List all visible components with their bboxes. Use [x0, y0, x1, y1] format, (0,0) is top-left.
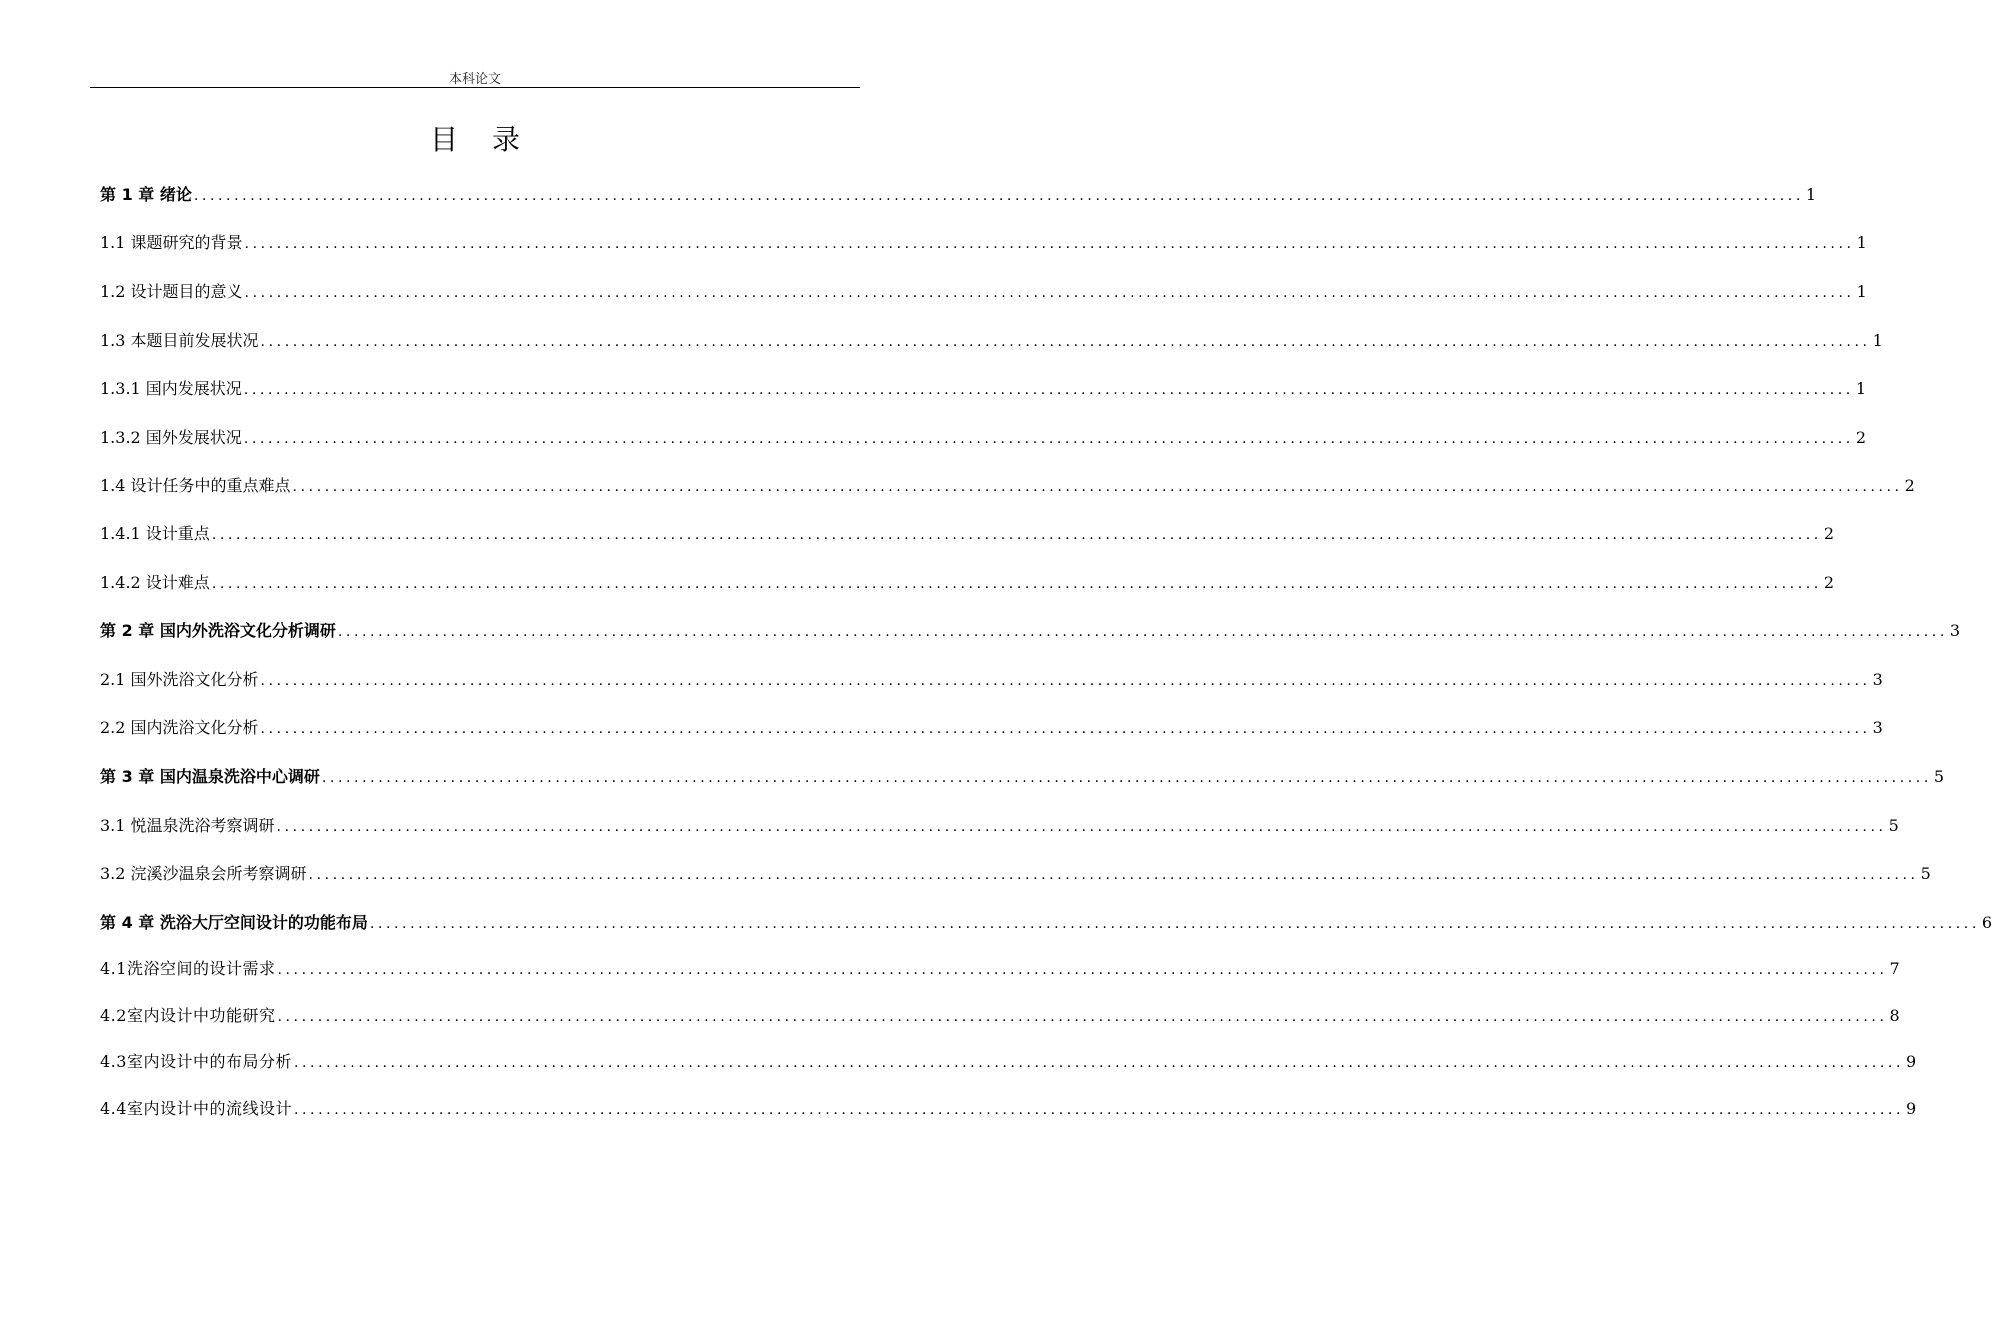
toc-section-entry[interactable]: [100, 715, 1883, 739]
toc-page-number: 1: [1856, 282, 1867, 301]
toc-page-number: 2: [1823, 524, 1835, 543]
toc-section-entry[interactable]: [100, 521, 1835, 545]
toc-page-number: 1: [1872, 331, 1883, 350]
toc-leader-dots: ........................................................................................................................................................................................................: [277, 962, 1888, 978]
toc-leader-dots: ........................................................................................................................................................................................................: [260, 334, 1871, 350]
toc-page-number: 5: [1933, 767, 1945, 786]
toc-page-number: 9: [1906, 1052, 1917, 1071]
toc-leader-dots: ........................................................................................................................................................................................................: [193, 188, 1804, 204]
page-header: 本科论文: [448, 72, 501, 87]
toc-leader-dots: ........................................................................................................................................................................................................: [293, 1055, 1904, 1071]
toc-entry-label: 第 2 章 国内外洗浴文化分析调研: [100, 621, 336, 640]
toc-page-number: 2: [1855, 428, 1867, 447]
toc-entry-label: 第 1 章 绪论: [100, 185, 192, 204]
toc-chapter-entry[interactable]: [100, 182, 1817, 206]
toc-page-number: 2: [1904, 476, 1915, 495]
toc-entry-label: 4.1洗浴空间的设计需求: [100, 959, 276, 978]
toc-entry-label: 4.4室内设计中的流线设计: [100, 1099, 292, 1118]
toc-section-entry[interactable]: [100, 279, 1867, 303]
toc-entry-label: 1.1 课题研究的背景: [100, 233, 243, 252]
toc-page-number: 1: [1805, 185, 1817, 204]
toc-page-number: 6: [1981, 913, 1992, 932]
toc-page-number: 3: [1872, 718, 1883, 737]
toc-chapter-entry[interactable]: [100, 764, 1945, 788]
toc-leader-dots: ........................................................................................................................................................................................................: [292, 479, 1903, 495]
toc-leader-dots: ........................................................................................................................................................................................................: [308, 867, 1919, 883]
toc-page-number: 2: [1823, 573, 1835, 592]
toc-entry-label: 1.4 设计任务中的重点难点: [100, 476, 291, 495]
toc-leader-dots: ........................................................................................................................................................................................................: [321, 770, 1932, 786]
toc-entry-label: 2.1 国外洗浴文化分析: [100, 670, 259, 689]
toc-section-entry[interactable]: [100, 861, 1931, 885]
toc-leader-dots: ........................................................................................................................................................................................................: [244, 236, 1855, 252]
toc-leader-dots: ........................................................................................................................................................................................................: [211, 576, 1822, 592]
toc-leader-dots: ........................................................................................................................................................................................................: [369, 916, 1980, 932]
toc-section-entry[interactable]: [100, 956, 1901, 980]
toc-page-number: 1: [1855, 379, 1867, 398]
toc-section-entry[interactable]: [100, 230, 1867, 254]
toc-entry-label: 4.2室内设计中功能研究: [100, 1006, 276, 1025]
toc-leader-dots: ........................................................................................................................................................................................................: [243, 431, 1854, 447]
toc-entry-label: 3.1 悦温泉洗浴考察调研: [100, 816, 275, 835]
toc-entry-label: 3.2 浣溪沙温泉会所考察调研: [100, 864, 307, 883]
toc-leader-dots: ........................................................................................................................................................................................................: [277, 1009, 1888, 1025]
toc-section-entry[interactable]: [100, 328, 1883, 352]
toc-section-entry[interactable]: [100, 473, 1915, 497]
toc-leader-dots: ........................................................................................................................................................................................................: [260, 673, 1871, 689]
toc-leader-dots: ........................................................................................................................................................................................................: [293, 1102, 1904, 1118]
toc-page-number: 8: [1889, 1006, 1901, 1025]
toc-entry-label: 1.2 设计题目的意义: [100, 282, 243, 301]
header-rule: [90, 87, 860, 88]
toc-leader-dots: ........................................................................................................................................................................................................: [276, 819, 1887, 835]
toc-section-entry[interactable]: [100, 570, 1835, 594]
toc-section-entry[interactable]: [100, 813, 1899, 837]
toc-entry-label: 4.3室内设计中的布局分析: [100, 1052, 292, 1071]
toc-page-number: 5: [1888, 816, 1899, 835]
toc-page-number: 7: [1889, 959, 1901, 978]
toc-section-entry[interactable]: [100, 1096, 1917, 1120]
toc-chapter-entry[interactable]: [100, 910, 1992, 934]
toc-page-number: 3: [1949, 621, 1961, 640]
toc-section-entry[interactable]: [100, 1049, 1917, 1073]
toc-section-entry[interactable]: [100, 667, 1883, 691]
toc-entry-label: 1.4.2 设计难点: [100, 573, 210, 592]
toc-page-number: 5: [1920, 864, 1931, 883]
toc-leader-dots: ........................................................................................................................................................................................................: [211, 527, 1822, 543]
toc-section-entry[interactable]: [100, 1003, 1901, 1027]
toc-leader-dots: ........................................................................................................................................................................................................: [260, 721, 1871, 737]
toc-entry-label: 1.3 本题目前发展状况: [100, 331, 259, 350]
toc-entry-label: 2.2 国内洗浴文化分析: [100, 718, 259, 737]
toc-page-number: 1: [1856, 233, 1867, 252]
toc-leader-dots: ........................................................................................................................................................................................................: [243, 382, 1854, 398]
toc-title: 目录: [429, 123, 554, 156]
toc-section-entry[interactable]: [100, 425, 1867, 449]
toc-entry-label: 第 4 章 洗浴大厅空间设计的功能布局: [100, 913, 368, 932]
toc-entry-label: 第 3 章 国内温泉洗浴中心调研: [100, 767, 320, 786]
toc-page-number: 9: [1906, 1099, 1917, 1118]
toc-entry-label: 1.3.1 国内发展状况: [100, 379, 242, 398]
toc-leader-dots: ........................................................................................................................................................................................................: [337, 624, 1948, 640]
toc-entry-label: 1.4.1 设计重点: [100, 524, 210, 543]
toc-page-number: 3: [1872, 670, 1883, 689]
toc-entry-label: 1.3.2 国外发展状况: [100, 428, 242, 447]
toc-leader-dots: ........................................................................................................................................................................................................: [244, 285, 1855, 301]
toc-chapter-entry[interactable]: [100, 618, 1961, 642]
toc-section-entry[interactable]: [100, 376, 1867, 400]
